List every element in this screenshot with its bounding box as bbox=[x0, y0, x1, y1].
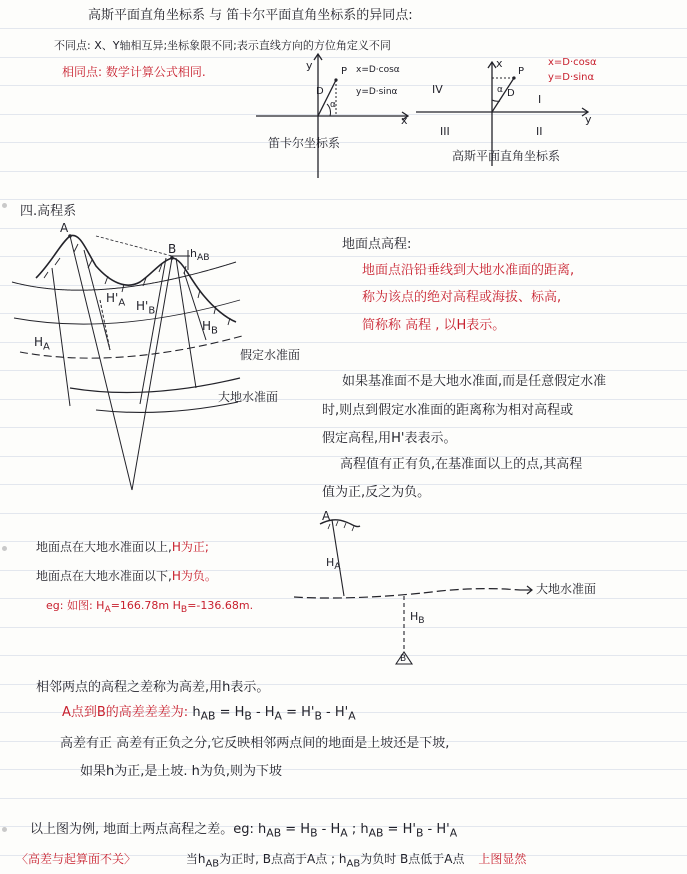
section-heading: 四.高程系 bbox=[20, 204, 77, 219]
height-diff-formula-label: A点到B的高差差差为: bbox=[62, 705, 189, 720]
punch-hole bbox=[2, 827, 7, 832]
ground-elev-line1: 地面点沿铅垂线到大地水准面的距离, bbox=[362, 263, 575, 278]
ruled-line bbox=[0, 199, 687, 200]
gauss-quadrant-2: II bbox=[536, 125, 543, 138]
gauss-caption: 高斯平面直角坐标系 bbox=[452, 149, 561, 163]
diagram-hb-prime: $H'_B$ bbox=[136, 299, 156, 317]
bottom-note-black: 当$h_{AB}$为正时, B点高于A点 ; $h_{AB}$为负时 B点低于A点 bbox=[185, 852, 465, 870]
cartesian-eq-x: x=D·cosα bbox=[356, 65, 400, 75]
cartesian-angle: α bbox=[330, 100, 336, 110]
bottom-note-red: 〈高差与起算面不关〉 bbox=[16, 852, 137, 866]
ruled-line bbox=[0, 655, 687, 656]
ground-elev-line2: 称为该点的绝对高程或海拔、标高, bbox=[362, 290, 562, 305]
relative-elev-line1: 如果基准面不是大地水准面,而是任意假定水准 bbox=[342, 374, 607, 389]
ruled-line bbox=[0, 798, 687, 799]
small-point-b: B bbox=[400, 654, 407, 664]
height-diff-formula bbox=[62, 706, 356, 723]
cartesian-axis-y: y bbox=[306, 59, 313, 72]
above-geoid-sign: H为正; bbox=[171, 540, 209, 554]
ruled-line bbox=[0, 399, 687, 400]
small-ha: $H_A$ bbox=[326, 556, 341, 573]
gauss-quadrant-4: IV bbox=[432, 83, 443, 96]
cartesian-caption: 笛卡尔坐标系 bbox=[268, 136, 341, 150]
ruled-line bbox=[0, 256, 687, 257]
ruled-line bbox=[0, 228, 687, 229]
ruled-line bbox=[0, 427, 687, 428]
above-geoid-text: 地面点在大地水准面以上, bbox=[36, 540, 172, 554]
cartesian-dist: D bbox=[316, 86, 324, 97]
ruled-line bbox=[0, 114, 687, 115]
gauss-eq-x: x=D·cosα bbox=[548, 57, 597, 68]
gauss-dist: D bbox=[507, 88, 515, 99]
bottom-example-formula2: ; $h_{AB} = H'_B - H'_A$ bbox=[351, 822, 458, 840]
bottom-example bbox=[30, 823, 457, 840]
height-diff-def: 相邻两点的高程之差称为高差,用h表示。 bbox=[36, 680, 270, 695]
small-hb: $H_B$ bbox=[410, 610, 425, 627]
below-geoid-rule bbox=[36, 570, 217, 583]
ruled-line bbox=[0, 627, 687, 628]
height-diff-sign: 高差有正 高差有正负之分,它反映相邻两点间的地面是上坡还是下坡, bbox=[60, 736, 450, 751]
ruled-line bbox=[0, 285, 687, 286]
below-geoid-text: 地面点在大地水准面以下, bbox=[36, 569, 172, 583]
ruled-line bbox=[0, 171, 687, 172]
bottom-note-red2: 上图显然 bbox=[478, 852, 527, 866]
ruled-line bbox=[0, 85, 687, 86]
ground-elev-title: 地面点高程: bbox=[342, 237, 412, 252]
gauss-eq-y: y=D·sinα bbox=[548, 72, 595, 83]
ruled-line bbox=[0, 313, 687, 314]
ruled-line bbox=[0, 513, 687, 514]
punch-hole bbox=[2, 546, 7, 551]
relative-elev-line2: 时,则点到假定水准面的距离称为相对高程或 bbox=[322, 403, 574, 418]
gauss-quadrant-3: III bbox=[440, 125, 450, 138]
above-geoid-rule bbox=[36, 541, 209, 554]
diagram-ha: $H_A$ bbox=[34, 335, 50, 353]
ruled-line bbox=[0, 142, 687, 143]
geoid-label: 大地水准面 bbox=[218, 390, 279, 404]
ruled-line bbox=[0, 370, 687, 371]
differences-line: 不同点: X、Y轴相互异;坐标象限不同;表示直线方向的方位角定义不同 bbox=[54, 39, 391, 52]
diagram-point-b: B bbox=[168, 242, 177, 256]
below-geoid-sign: H为负。 bbox=[171, 569, 217, 583]
small-point-a: A bbox=[322, 509, 331, 523]
bottom-example-text: 以上图为例, 地面上两点高程之差。eg: bbox=[30, 822, 254, 837]
cartesian-point-p: P bbox=[341, 66, 348, 77]
cartesian-axis-x: x bbox=[401, 114, 408, 127]
relative-elev-line5: 值为正,反之为负。 bbox=[322, 485, 431, 500]
cartesian-eq-y: y=D·sinα bbox=[356, 87, 398, 97]
gauss-axis-x: x bbox=[496, 57, 503, 70]
diagram-ha-prime: $H'_A$ bbox=[106, 291, 126, 309]
ruled-line bbox=[0, 342, 687, 343]
small-geoid-label: 大地水准面 bbox=[536, 582, 597, 596]
example-values: eg: 如图: $H_A=166.78m$ $H_B=-136.68m$. bbox=[46, 599, 254, 616]
diagram-hb: $H_B$ bbox=[202, 319, 218, 337]
punch-hole bbox=[2, 203, 7, 208]
gauss-axis-y: y bbox=[585, 113, 592, 126]
similarities-line: 相同点: 数学计算公式相同. bbox=[62, 65, 206, 79]
relative-elev-line3: 假定高程,用H'表表示。 bbox=[322, 431, 457, 446]
relative-elev-line4: 高程值有正有负,在基准面以上的点,其高程 bbox=[340, 457, 583, 472]
bottom-note bbox=[16, 853, 526, 869]
bottom-example-formula1: $h_{AB} = H_B - H_A$ bbox=[258, 822, 348, 840]
diagram-point-a: A bbox=[60, 221, 69, 235]
ground-elev-line3: 简称称 高程 , 以H表示。 bbox=[362, 318, 506, 333]
gauss-point-p: P bbox=[518, 66, 525, 77]
height-diff-updown: 如果h为正,是上坡. h为负,则为下坡 bbox=[80, 764, 283, 779]
assumed-datum-label: 假定水准面 bbox=[240, 348, 301, 362]
height-diff-formula-math: $h_{AB} = H_B - H_A = H'_B - H'_A$ bbox=[192, 705, 356, 723]
gauss-quadrant-1: I bbox=[538, 93, 542, 106]
page-title: 高斯平面直角坐标系 与 笛卡尔平面直角坐标系的异同点: bbox=[88, 8, 413, 23]
diagram-h-ab: $h_{AB}$ bbox=[190, 247, 210, 264]
ruled-line bbox=[0, 28, 687, 29]
gauss-angle: α bbox=[497, 85, 503, 95]
